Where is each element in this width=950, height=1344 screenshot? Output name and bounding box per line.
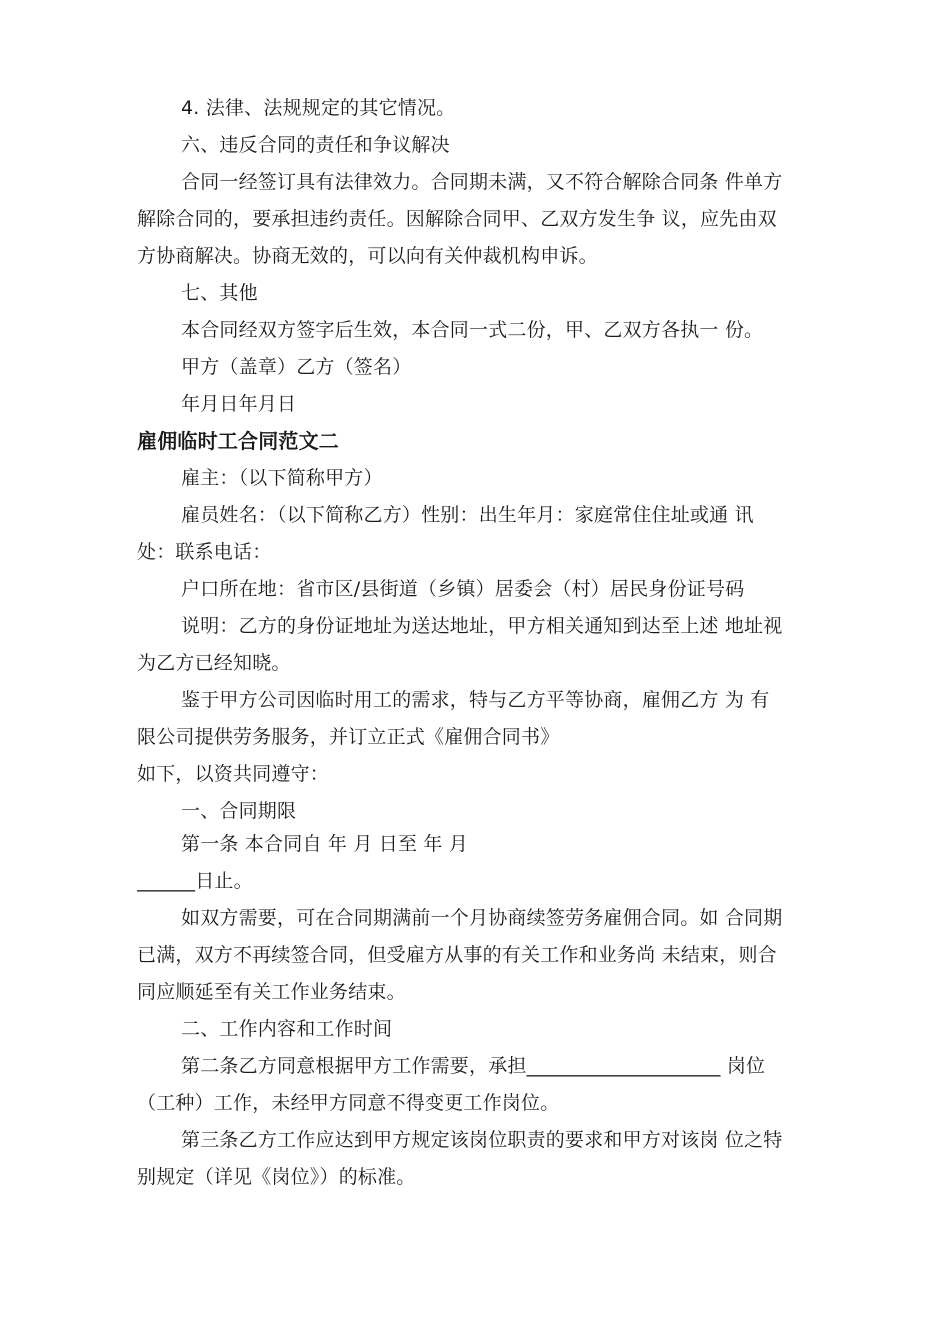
signature-line: 甲方（盖章）乙方（签名） bbox=[181, 356, 412, 378]
text-line: 说明：乙方的身份证地址为送达地址，甲方相关通知到达至上述 地址视 bbox=[181, 615, 783, 637]
text-line: 方协商解决。协商无效的，可以向有关仲裁机构申诉。 bbox=[137, 245, 598, 267]
text-line: 户口所在地：省市区/县街道（乡镇）居委会（村）居民身份证号码 bbox=[181, 578, 745, 600]
text-line: 解除合同的，要承担违约责任。因解除合同甲、乙双方发生争 议，应先由双 bbox=[137, 208, 777, 230]
text-line: 已满，双方不再续签合同，但受雇方从事的有关工作和业务尚 未结束，则合 bbox=[137, 944, 777, 966]
section-title: 一、合同期限 bbox=[181, 800, 297, 822]
text-line: ______日止。 bbox=[137, 870, 253, 892]
text-line: （工种）工作，未经甲方同意不得变更工作岗位。 bbox=[137, 1092, 560, 1114]
section-title: 七、其他 bbox=[181, 282, 258, 304]
text-line: 如双方需要，可在合同期满前一个月协商续签劳务雇佣合同。如 合同期 bbox=[181, 907, 783, 929]
text-line: 如下，以资共同遵守： bbox=[137, 763, 330, 785]
section-title: 六、违反合同的责任和争议解决 bbox=[181, 134, 450, 156]
text-line: 第一条 本合同自 年 月 日至 年 月 bbox=[181, 833, 469, 855]
text-line: 为乙方已经知晓。 bbox=[137, 652, 291, 674]
text-line: 限公司提供劳务服务，并订立正式《雇佣合同书》 bbox=[137, 726, 560, 748]
text-line: 处：联系电话： bbox=[137, 541, 272, 563]
date-line: 年月日年月日 bbox=[181, 393, 297, 415]
text-line: 别规定（详见《岗位》）的标准。 bbox=[137, 1166, 416, 1188]
section-title: 二、工作内容和工作时间 bbox=[181, 1018, 393, 1040]
text-line: 雇主：（以下简称甲方） bbox=[181, 467, 383, 489]
text-line: 第三条乙方工作应达到甲方规定该岗位职责的要求和甲方对该岗 位之特 bbox=[181, 1129, 783, 1151]
text-line: 第二条乙方同意根据甲方工作需要，承担____________________ 岗位 bbox=[181, 1055, 766, 1077]
text-line: 鉴于甲方公司因临时用工的需求，特与乙方平等协商，雇佣乙方 为 有 bbox=[181, 689, 770, 711]
text-line: 合同一经签订具有法律效力。合同期未满，又不符合解除合同条 件单方 bbox=[181, 171, 783, 193]
text-line: 同应顺延至有关工作业务结束。 bbox=[137, 981, 406, 1003]
text-line: 4. 法律、法规规定的其它情况。 bbox=[181, 97, 456, 119]
text-line: 雇员姓名：（以下简称乙方）性别：出生年月：家庭常住住址或通 讯 bbox=[181, 504, 754, 526]
document-heading: 雇佣临时工合同范文二 bbox=[137, 429, 339, 453]
text-line: 本合同经双方签字后生效，本合同一式二份，甲、乙双方各执一 份。 bbox=[181, 319, 764, 341]
